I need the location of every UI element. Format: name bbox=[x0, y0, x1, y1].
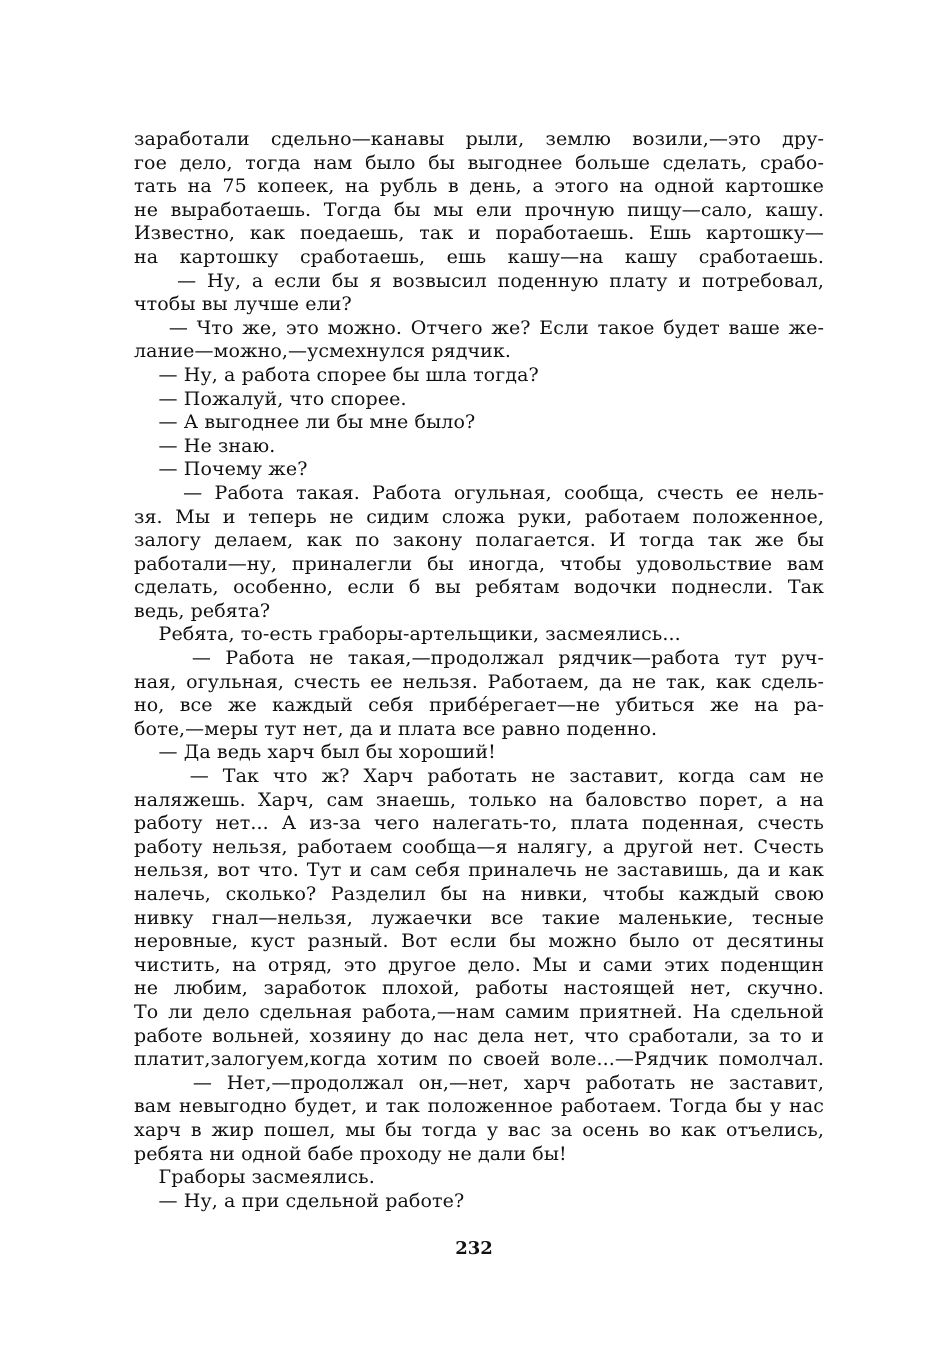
text-line: на картошку сработаешь, ешь кашу—на кашу сработаешь. bbox=[134, 245, 824, 268]
text-line: Ребята, то-есть граборы-артельщики, засмеялись... bbox=[134, 623, 681, 646]
text-line: — Работа не такая,—продолжал рядчик—работа тут руч- bbox=[134, 647, 824, 670]
text-line: чистить, на отряд, это другое дело. Мы и сами этих поденщин bbox=[134, 953, 824, 976]
text-line: работу нельзя, работаем сообща—я налягу, а другой нет. Счесть bbox=[134, 835, 824, 858]
text-line: неровные, куст разный. Вот если бы можно было от десятины bbox=[134, 930, 824, 953]
text-line: — Ну, а если бы я возвысил поденную плату и потребовал, bbox=[134, 269, 824, 292]
text-line: чтобы вы лучше ели? bbox=[134, 293, 352, 316]
text-line: сделать, особенно, если б вы ребятам водочки поднесли. Так bbox=[134, 576, 824, 599]
text-line: не выработаешь. Тогда бы мы ели прочную пищу—сало, кашу. bbox=[134, 198, 824, 221]
text-line: наляжешь. Харч, сам знаешь, только на баловство порет, а на bbox=[134, 788, 824, 811]
text-line: — Не знаю. bbox=[134, 434, 276, 457]
text-line: заработали сдельно—канавы рыли, землю возили,—это дру- bbox=[134, 128, 824, 150]
text-line: лание—можно,—усмехнулся рядчик. bbox=[134, 340, 512, 363]
text-line: ведь, ребята? bbox=[134, 599, 271, 622]
text-line: — Работа такая. Работа огульная, сообща, счесть ее нель- bbox=[134, 481, 824, 504]
text-line: вам невыгодно будет, и так положенное работаем. Тогда бы у нас bbox=[134, 1095, 824, 1118]
text-line: — Почему же? bbox=[134, 458, 308, 481]
text-line: То ли дело сдельная работа,—нам самим приятней. На сдельной bbox=[134, 1000, 824, 1023]
text-line: Граборы засмеялись. bbox=[134, 1166, 375, 1189]
text-line: — Ну, а при сдельной работе? bbox=[134, 1189, 465, 1212]
text-line: — Ну, а работа спорее бы шла тогда? bbox=[134, 363, 539, 386]
text-line: нивку гнал—нельзя, лужаечки все такие маленькие, тесные bbox=[134, 906, 824, 929]
text-line: — Так что ж? Харч работать не заставит, когда сам не bbox=[134, 765, 824, 788]
text-line: — Нет,—продолжал он,—нет, харч работать не заставит, bbox=[134, 1071, 824, 1094]
text-line: — Что же, это можно. Отчего же? Если такое будет ваше же- bbox=[134, 316, 824, 339]
text-line: гое дело, тогда нам было бы выгоднее больше сделать, срабо- bbox=[134, 151, 824, 174]
text-line: ная, огульная, счесть ее нельзя. Работаем, да не так, как сдель- bbox=[134, 670, 824, 693]
text-line: тать на 75 копеек, на рубль в день, а этого на одной картошке bbox=[134, 175, 824, 198]
text-line: работали—ну, приналегли бы иногда, чтобы удовольствие вам bbox=[134, 552, 824, 575]
text-line: платит,залогуем,когда хотим по своей воле...—Рядчик помолчал. bbox=[134, 1048, 824, 1071]
text-line: харч в жир пошел, мы бы тогда у вас за осень во как отъелись, bbox=[134, 1118, 824, 1141]
text-line: залогу делаем, как по закону полагается. И тогда так же бы bbox=[134, 529, 824, 552]
text-line: — Да ведь харч был бы хороший! bbox=[134, 741, 496, 764]
text-line: — Пожалуй, что спорее. bbox=[134, 387, 407, 410]
page-number: 232 bbox=[455, 1238, 493, 1259]
text-line: ребята ни одной бабе проходу не дали бы! bbox=[134, 1142, 567, 1165]
text-line: налечь, сколько? Разделил бы на нивки, чтобы каждый свою bbox=[134, 883, 824, 905]
text-line: но, все же каждый себя прибéрегает—не убиться же на ра- bbox=[134, 694, 824, 717]
text-line: — А выгоднее ли бы мне было? bbox=[134, 411, 476, 434]
text-line: нельзя, вот что. Тут и сам себя приналечь не заставишь, да и как bbox=[134, 859, 824, 882]
text-line: Известно, как поедаешь, так и поработаешь. Ешь картошку— bbox=[134, 222, 824, 245]
text-line: не любим, заработок плохой, работы настоящей нет, скучно. bbox=[134, 977, 824, 1000]
text-line: работе вольней, хозяину до нас дела нет, что сработали, за то и bbox=[134, 1024, 824, 1047]
text-line: боте,—меры тут нет, да и плата все равно поденно. bbox=[134, 717, 658, 740]
text-line: работу нет... А из-за чего налегать-то, плата поденная, счесть bbox=[134, 812, 824, 835]
text-line: зя. Мы и теперь не сидим сложа руки, работаем положенное, bbox=[134, 505, 824, 528]
body-text bbox=[134, 128, 824, 1213]
